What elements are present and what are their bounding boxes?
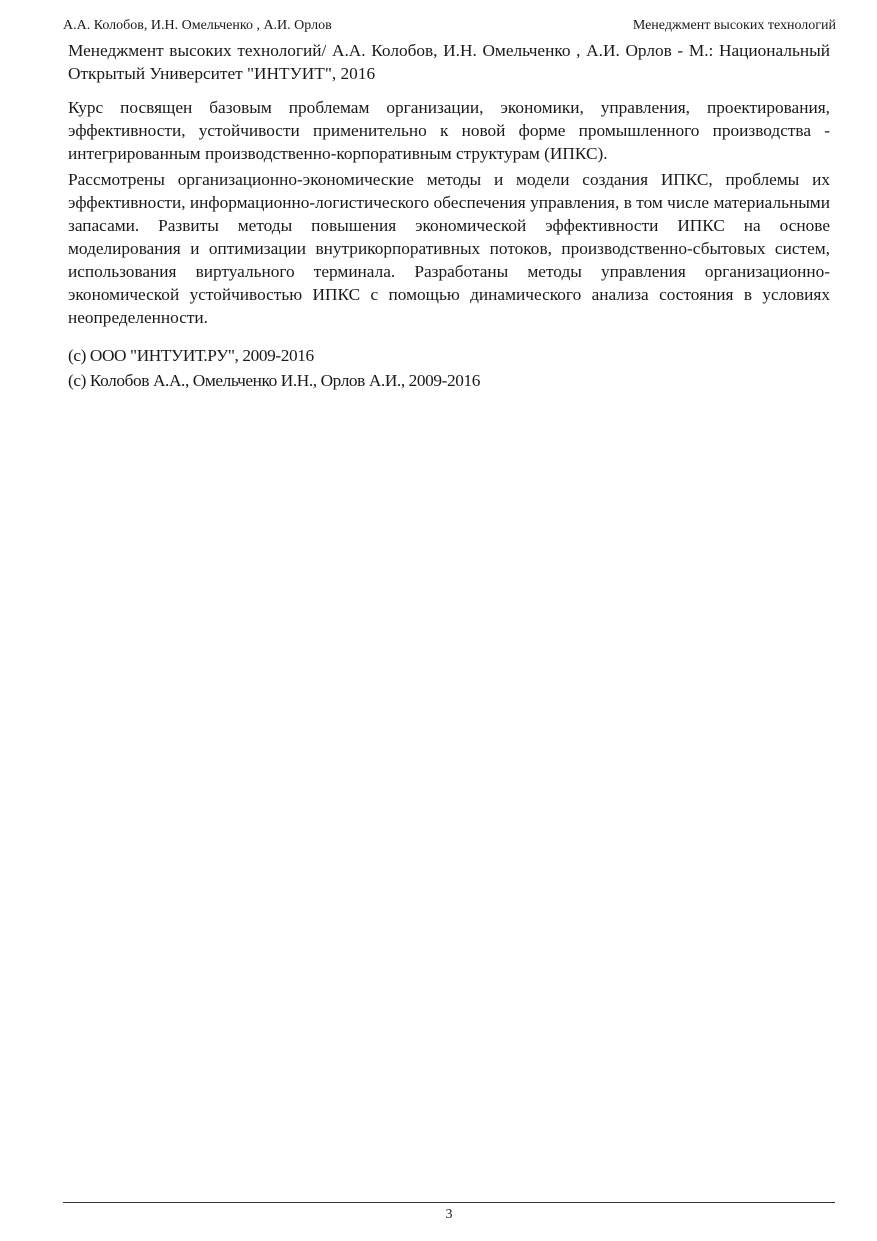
page-content bbox=[68, 39, 830, 393]
header-title: Менеджмент высоких технологий bbox=[632, 18, 836, 33]
copyright-block bbox=[68, 343, 830, 393]
header-authors: А.А. Колобов, И.Н. Омельченко , А.И. Орлов bbox=[63, 18, 332, 33]
abstract-paragraph: Рассмотрены организационно-экономические методы и модели создания ИПКС, проблемы их эффективности, информационно-логистического обеспечения управления, в том числе материальными запасами. Развиты методы повышения экономической эффективности ИПКС на основе моделирования и оптимизации внутрикорпоративных потоков, производственно-сбытовых систем, использования виртуального терминала. Разработаны методы управления организационно-экономической устойчивостью ИПКС с помощью динамического анализа состояния в условиях неопределенности. bbox=[68, 170, 830, 327]
copyright-line: (c) Колобов А.А., Омельченко И.Н., Орлов А.И., 2009-2016 bbox=[68, 371, 480, 390]
page-number: 3 bbox=[445, 1207, 453, 1222]
abstract bbox=[68, 96, 830, 329]
footer-divider bbox=[63, 1202, 835, 1203]
page-header bbox=[63, 16, 836, 36]
copyright-line: (c) ООО "ИНТУИТ.РУ", 2009-2016 bbox=[68, 346, 314, 365]
abstract-paragraph: Курс посвящен базовым проблемам организации, экономики, управления, проектирования, эффективности, устойчивости применительно к новой форме промышленного производства - интегрированным производственно-корпоративным структурам (ИПКС). bbox=[68, 98, 830, 163]
bibliographic-citation: Менеджмент высоких технологий/ А.А. Колобов, И.Н. Омельченко , А.И. Орлов - М.: Национальный Открытый Университет "ИНТУИТ", 2016 bbox=[68, 41, 830, 83]
